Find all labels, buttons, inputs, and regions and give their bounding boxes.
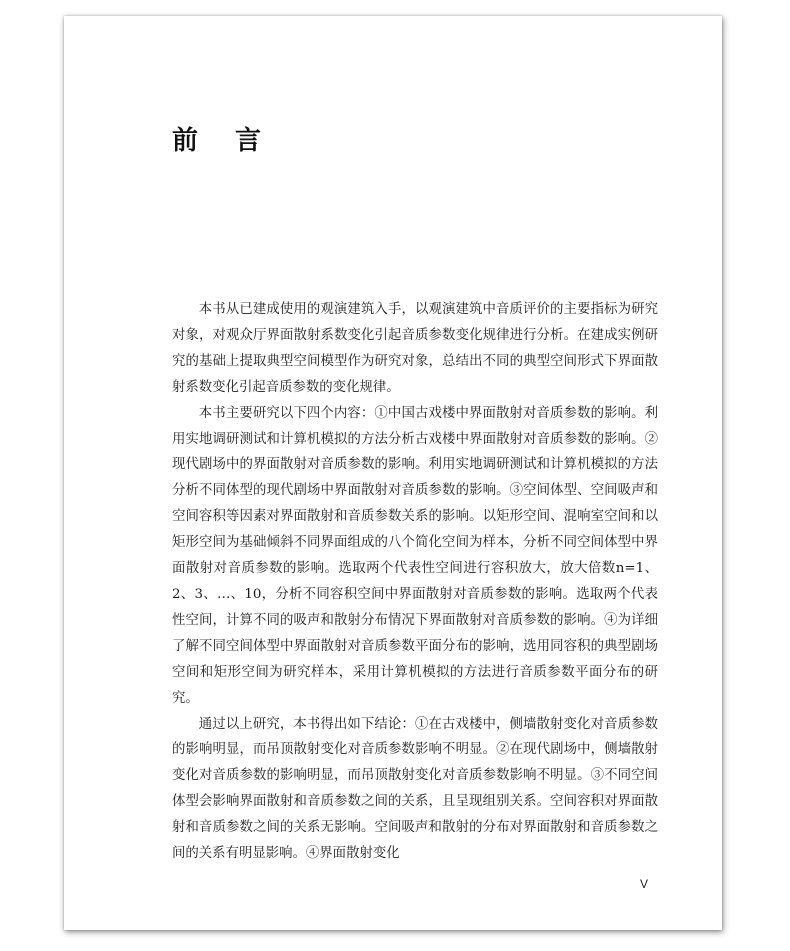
preface-body [172,297,658,867]
paragraph-2: 本书主要研究以下四个内容：①中国古戏楼中界面散射对音质参数的影响。利用实地调研测试和计算机模拟的方法分析古戏楼中界面散射对音质参数的影响。②现代剧场中的界面散射对音质参数的影响。利用实地调研测试和计算机模拟的方法分析不同体型的现代剧场中界面散射对音质参数的影响。③空间体型、空间吸声和空间容积等因素对界面散射和音质参数关系的影响。以矩形空间、混响室空间和以矩形空间为基础倾斜不同界面组成的八个简化空间为样本，分析不同空间体型中界面散射对音质参数的影响。选取两个代表性空间进行容积放大，放大倍数n=1、2、3、…、10，分析不同容积空间中界面散射对音质参数的影响。选取两个代表性空间，计算不同的吸声和散射分布情况下界面散射对音质参数的影响。④为详细了解不同空间体型中界面散射对音质参数平面分布的影响，选用同容积的典型剧场空间和矩形空间为研究样本，采用计算机模拟的方法进行音质参数平面分布的研究。 [172,405,658,706]
book-page [64,16,722,930]
page-title: 前 言 [172,126,276,156]
paragraph-1: 本书从已建成使用的观演建筑入手，以观演建筑中音质评价的主要指标为研究对象，对观众厅界面散射系数变化引起音质参数变化规律进行分析。在建成实例研究的基础上提取典型空间模型作为研究对象，总结出不同的典型空间形式下界面散射系数变化引起音质参数的变化规律。 [172,302,658,395]
paragraph-3: 通过以上研究，本书得出如下结论：①在古戏楼中，侧墙散射变化对音质参数的影响明显，而吊顶散射变化对音质参数影响不明显。②在现代剧场中，侧墙散射变化对音质参数的影响明显，而吊顶散射变化对音质参数影响不明显。③不同空间体型会影响界面散射和音质参数之间的关系，且呈现组别关系。空间容积对界面散射和音质参数之间的关系无影响。空间吸声和散射的分布对界面散射和音质参数之间的关系有明显影响。④界面散射变化 [172,716,658,862]
page-number: V [640,877,649,891]
